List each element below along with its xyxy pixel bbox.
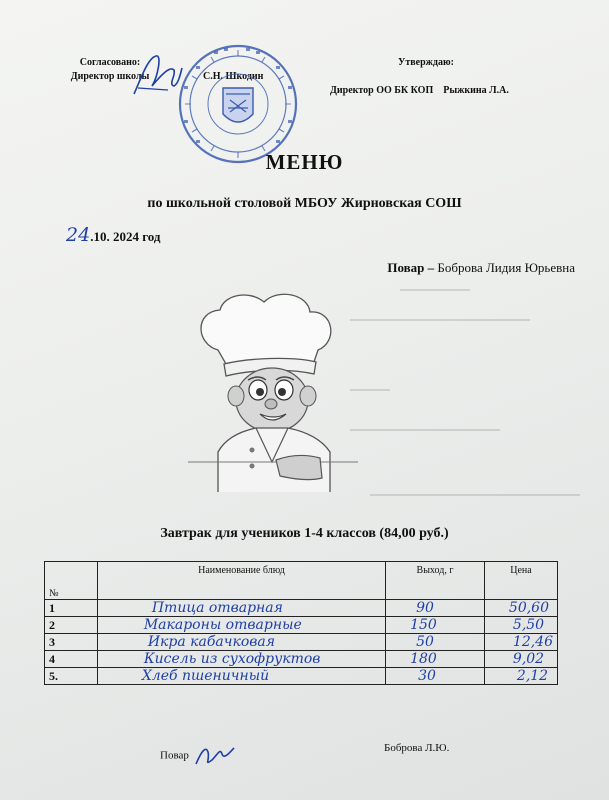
breakfast-title: Завтрак для учеников 1-4 классов (84,00 руб.) bbox=[160, 526, 449, 541]
header-number: № bbox=[45, 562, 98, 600]
row-number: 5. bbox=[45, 668, 98, 685]
row-dish-name: Хлеб пшеничный bbox=[97, 668, 385, 685]
approval-right-name: Рыжкина Л.А. bbox=[443, 85, 509, 96]
row-price: 50,60 bbox=[484, 600, 557, 617]
approval-right bbox=[330, 56, 550, 98]
approval-right-label: Утверждаю: bbox=[398, 57, 454, 68]
approval-right-signature-line bbox=[330, 84, 550, 98]
row-price: 5,50 bbox=[484, 617, 557, 634]
row-dish-name: Икра кабачковая bbox=[97, 634, 385, 651]
row-dish-name: Макароны отварные bbox=[97, 617, 385, 634]
cook-signature bbox=[192, 742, 238, 770]
table-row bbox=[45, 634, 558, 651]
row-output: 180 bbox=[386, 651, 485, 668]
header-dish-name: Наименование блюд bbox=[97, 562, 385, 600]
row-output: 50 bbox=[386, 634, 485, 651]
table-row bbox=[45, 617, 558, 634]
approval-left-label: Согласовано: bbox=[79, 57, 141, 68]
page-subtitle: по школьной столовой МБОУ Жирновская СОШ bbox=[147, 196, 462, 211]
table-row bbox=[45, 651, 558, 668]
row-number: 1 bbox=[45, 600, 98, 617]
row-number: 4 bbox=[45, 651, 98, 668]
date-rest: .10. 2024 год bbox=[90, 229, 161, 244]
menu-date bbox=[66, 224, 160, 246]
table-row bbox=[45, 600, 558, 617]
page-title: МЕНЮ bbox=[265, 150, 344, 174]
header-price: Цена bbox=[484, 562, 557, 600]
official-seal bbox=[176, 42, 300, 166]
row-output: 90 bbox=[386, 600, 485, 617]
approval-left-name: С.Н. Шкодин bbox=[203, 71, 264, 82]
row-dish-name: Кисель из сухофруктов bbox=[97, 651, 385, 668]
footer-label: Повар bbox=[160, 749, 189, 762]
table-row bbox=[45, 668, 558, 685]
footer-cook-signature bbox=[160, 742, 238, 770]
header-output: Выход, г bbox=[386, 562, 485, 600]
row-dish-name: Птица отварная bbox=[97, 600, 385, 617]
bleed-through-text bbox=[330, 270, 600, 520]
row-number: 2 bbox=[45, 617, 98, 634]
row-number: 3 bbox=[45, 634, 98, 651]
row-price: 12,46 bbox=[484, 634, 557, 651]
row-output: 150 bbox=[386, 617, 485, 634]
row-price: 9,02 bbox=[484, 651, 557, 668]
chef-illustration bbox=[188, 292, 358, 492]
date-day-handwritten: 24 bbox=[66, 224, 91, 246]
cook-name: Боброва Лидия Юрьевна bbox=[437, 260, 575, 275]
row-output: 30 bbox=[386, 668, 485, 685]
row-price: 2,12 bbox=[484, 668, 557, 685]
cook-label: Повар – bbox=[387, 260, 435, 275]
menu-table bbox=[44, 561, 558, 685]
approval-right-position: Директор ОО БК КОП bbox=[330, 85, 434, 96]
table-header-row bbox=[45, 562, 558, 600]
approval-left-position: Директор школы bbox=[70, 71, 150, 82]
footer-cook-name: Боброва Л.Ю. bbox=[384, 742, 450, 754]
